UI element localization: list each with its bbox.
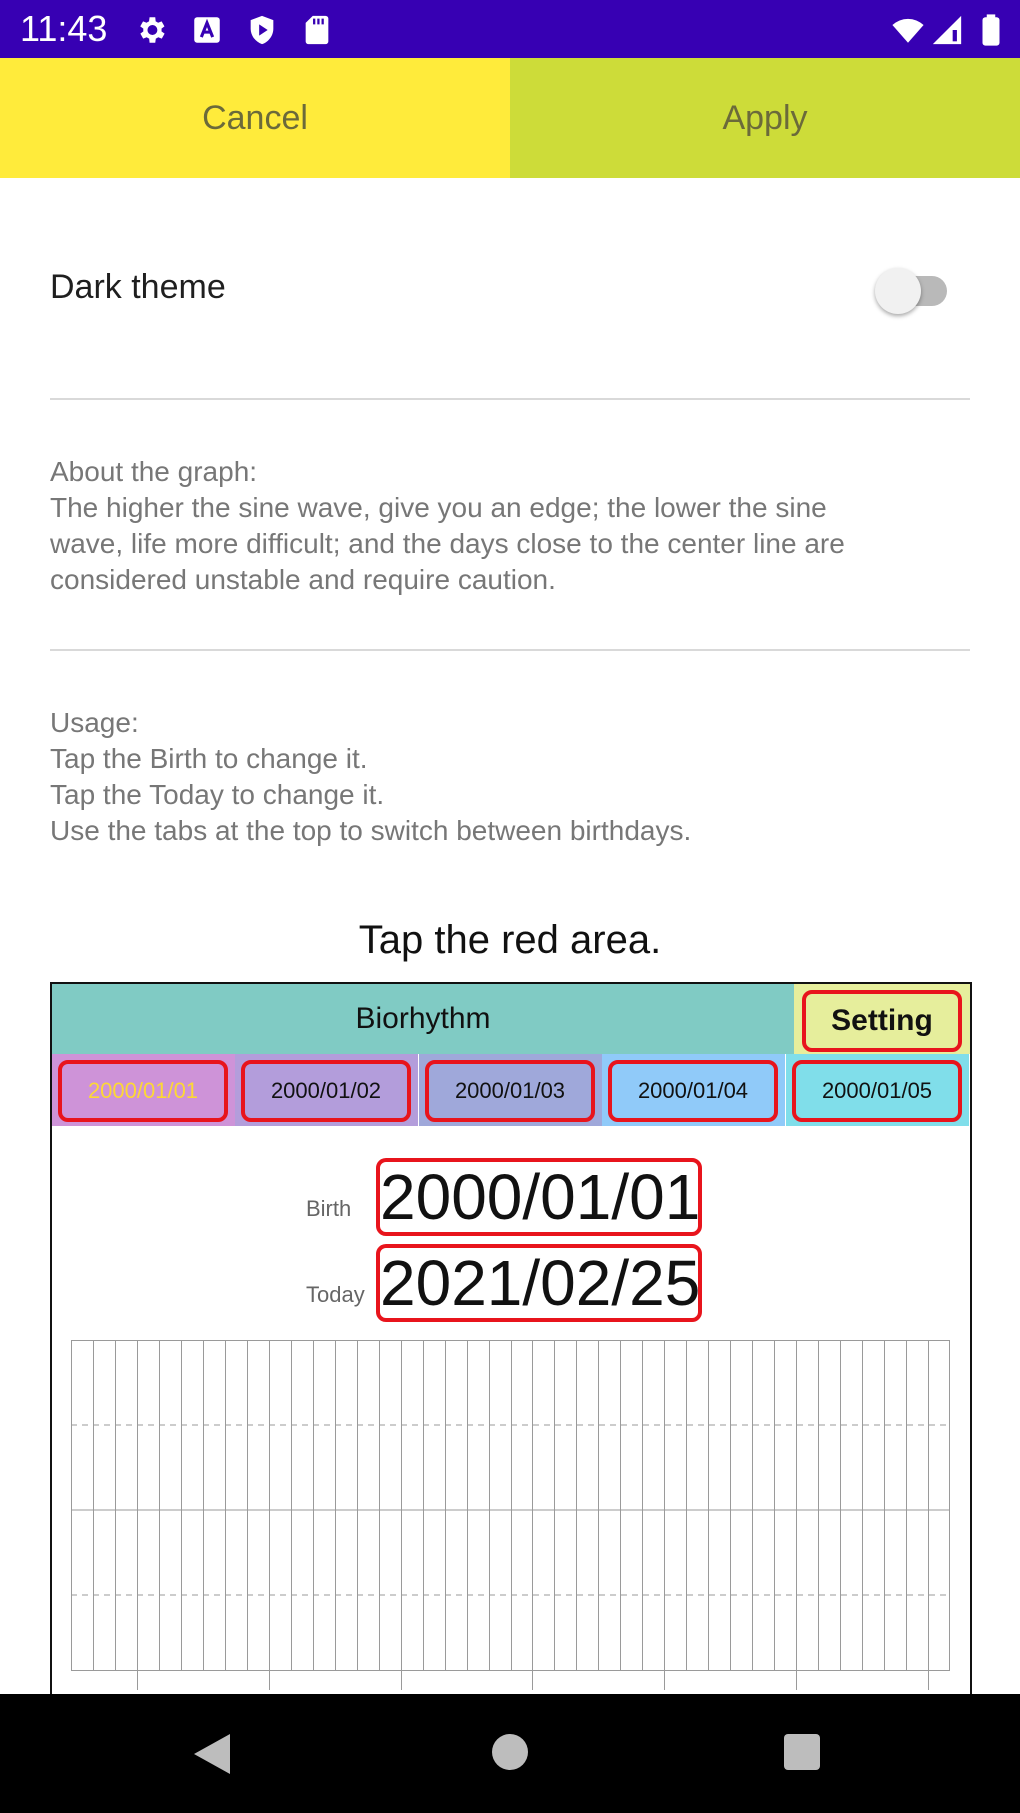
cancel-button[interactable]: Cancel	[0, 58, 510, 178]
about-line: The higher the sine wave, give you an edge; the lower the sine	[50, 492, 827, 523]
battery-icon	[976, 13, 1006, 47]
preview-tabs	[52, 1054, 970, 1126]
divider	[50, 398, 970, 400]
action-bar	[0, 58, 1020, 178]
shield-play-icon	[245, 13, 279, 47]
preview-tab	[235, 1054, 418, 1126]
cell-signal-icon	[930, 13, 964, 47]
preview-title: Biorhythm	[355, 1002, 491, 1035]
gear-icon	[134, 13, 168, 47]
preview-graph-grid	[71, 1340, 951, 1696]
about-heading: About the graph:	[50, 456, 258, 487]
back-icon[interactable]	[190, 1730, 234, 1778]
about-line: considered unstable and require caution.	[50, 564, 556, 595]
usage-text	[50, 705, 980, 849]
status-time: 11:43	[20, 8, 108, 49]
sd-card-icon	[300, 13, 334, 47]
dark-theme-row	[50, 250, 970, 330]
home-icon[interactable]	[490, 1732, 530, 1772]
divider	[50, 649, 970, 651]
dark-theme-label: Dark theme	[50, 268, 226, 306]
preview-header	[52, 984, 970, 1054]
preview-tab	[52, 1054, 235, 1126]
preview-tab-label: 2000/01/03	[425, 1060, 595, 1122]
preview-setting-button: Setting	[802, 990, 962, 1052]
status-bar	[0, 0, 1020, 58]
usage-line: Tap the Birth to change it.	[50, 743, 368, 774]
preview-caption: Tap the red area.	[358, 918, 662, 962]
about-graph-text	[50, 454, 980, 598]
switch-thumb	[875, 268, 921, 314]
preview-today-date: 2021/02/25	[376, 1244, 702, 1322]
preview-setting-area	[794, 984, 970, 1054]
preview-tab	[419, 1054, 602, 1126]
navigation-bar	[0, 1694, 1020, 1813]
preview-tab-label: 2000/01/05	[792, 1060, 962, 1122]
usage-heading: Usage:	[50, 707, 139, 738]
preview-today-label: Today	[306, 1282, 365, 1307]
recents-icon[interactable]	[782, 1732, 822, 1772]
usage-line: Tap the Today to change it.	[50, 779, 385, 810]
usage-line: Use the tabs at the top to switch between birthdays.	[50, 815, 692, 846]
preview-tab-label: 2000/01/01	[58, 1060, 228, 1122]
preview-birth-date: 2000/01/01	[376, 1158, 702, 1236]
apply-button[interactable]: Apply	[510, 58, 1020, 178]
preview-tab-label: 2000/01/02	[241, 1060, 411, 1122]
a-badge-icon	[190, 13, 224, 47]
preview-tab-label: 2000/01/04	[608, 1060, 778, 1122]
wifi-icon	[888, 13, 928, 47]
dark-theme-switch[interactable]	[865, 264, 955, 316]
preview-image	[50, 982, 972, 1696]
preview-tab	[602, 1054, 785, 1126]
preview-birth-label: Birth	[306, 1196, 352, 1221]
about-line: wave, life more difficult; and the days close to the center line are	[50, 528, 845, 559]
preview-tab	[786, 1054, 969, 1126]
